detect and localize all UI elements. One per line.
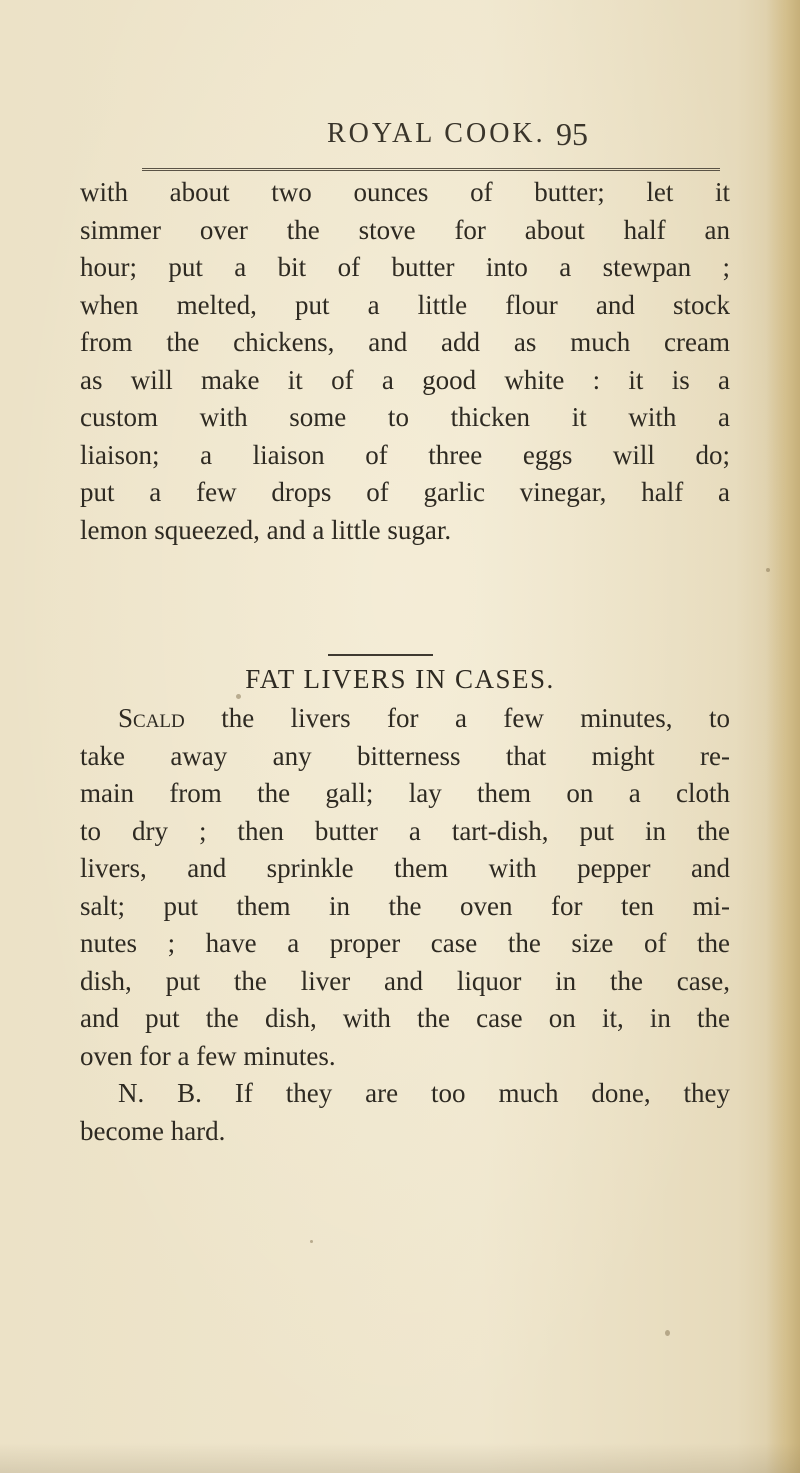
paper-speck: [310, 1240, 313, 1243]
text-line: to dry ; then butter a tart-dish, put in the: [80, 815, 730, 846]
text-line: oven for a few minutes.: [80, 1040, 336, 1071]
text-line: hour; put a bit of butter into a stewpan ;: [80, 252, 730, 282]
page-bottom-shadow: [0, 1443, 800, 1473]
paper-speck: [665, 1330, 670, 1336]
section-title: FAT LIVERS IN CASES.: [245, 664, 555, 694]
page-header: [0, 118, 800, 162]
text-line: lemon squeezed, and a little sugar.: [80, 514, 452, 545]
text-line: livers, and sprinkle them with pepper and: [80, 853, 730, 883]
paper-speck: [236, 694, 241, 699]
recipe-paragraph: [80, 700, 730, 1150]
text-line-first: [80, 700, 730, 738]
text-line: salt; put them in the oven for ten mi-: [80, 890, 730, 921]
note-line: N. B. If they are too much done, they: [118, 1078, 730, 1108]
text-line: and put the dish, with the case on it, in the: [80, 1003, 730, 1033]
paragraph-continued: [80, 174, 730, 549]
first-line-rest: the livers for a few minutes, to: [184, 703, 730, 733]
text-line: take away any bitterness that might re-: [80, 740, 730, 771]
text-line: main from the gall; lay them on a cloth: [80, 778, 730, 808]
note-line: become hard.: [80, 1115, 226, 1146]
text-line: dish, put the liver and liquor in the case,: [80, 965, 730, 996]
text-line: from the chickens, and add as much cream: [80, 327, 730, 357]
page-edge-stain: [766, 0, 800, 1473]
text-line: custom with some to thicken it with a: [80, 402, 730, 432]
text-line: as will make it of a good white : it is a: [80, 364, 730, 395]
page-number: 95: [556, 116, 588, 152]
text-line: put a few drops of garlic vinegar, half a: [80, 477, 730, 507]
text-line: with about two ounces of butter; let it: [80, 177, 730, 207]
running-title: ROYAL COOK.: [327, 118, 546, 149]
text-line: liaison; a liaison of three eggs will do;: [80, 439, 730, 470]
text-line: simmer over the stove for about half an: [80, 214, 730, 245]
section-divider: [328, 654, 433, 656]
drop-word: Scald: [118, 703, 185, 733]
header-rule: [142, 168, 720, 171]
paper-speck: [766, 568, 770, 572]
text-line: when melted, put a little flour and stock: [80, 289, 730, 320]
text-line: nutes ; have a proper case the size of the: [80, 928, 730, 958]
